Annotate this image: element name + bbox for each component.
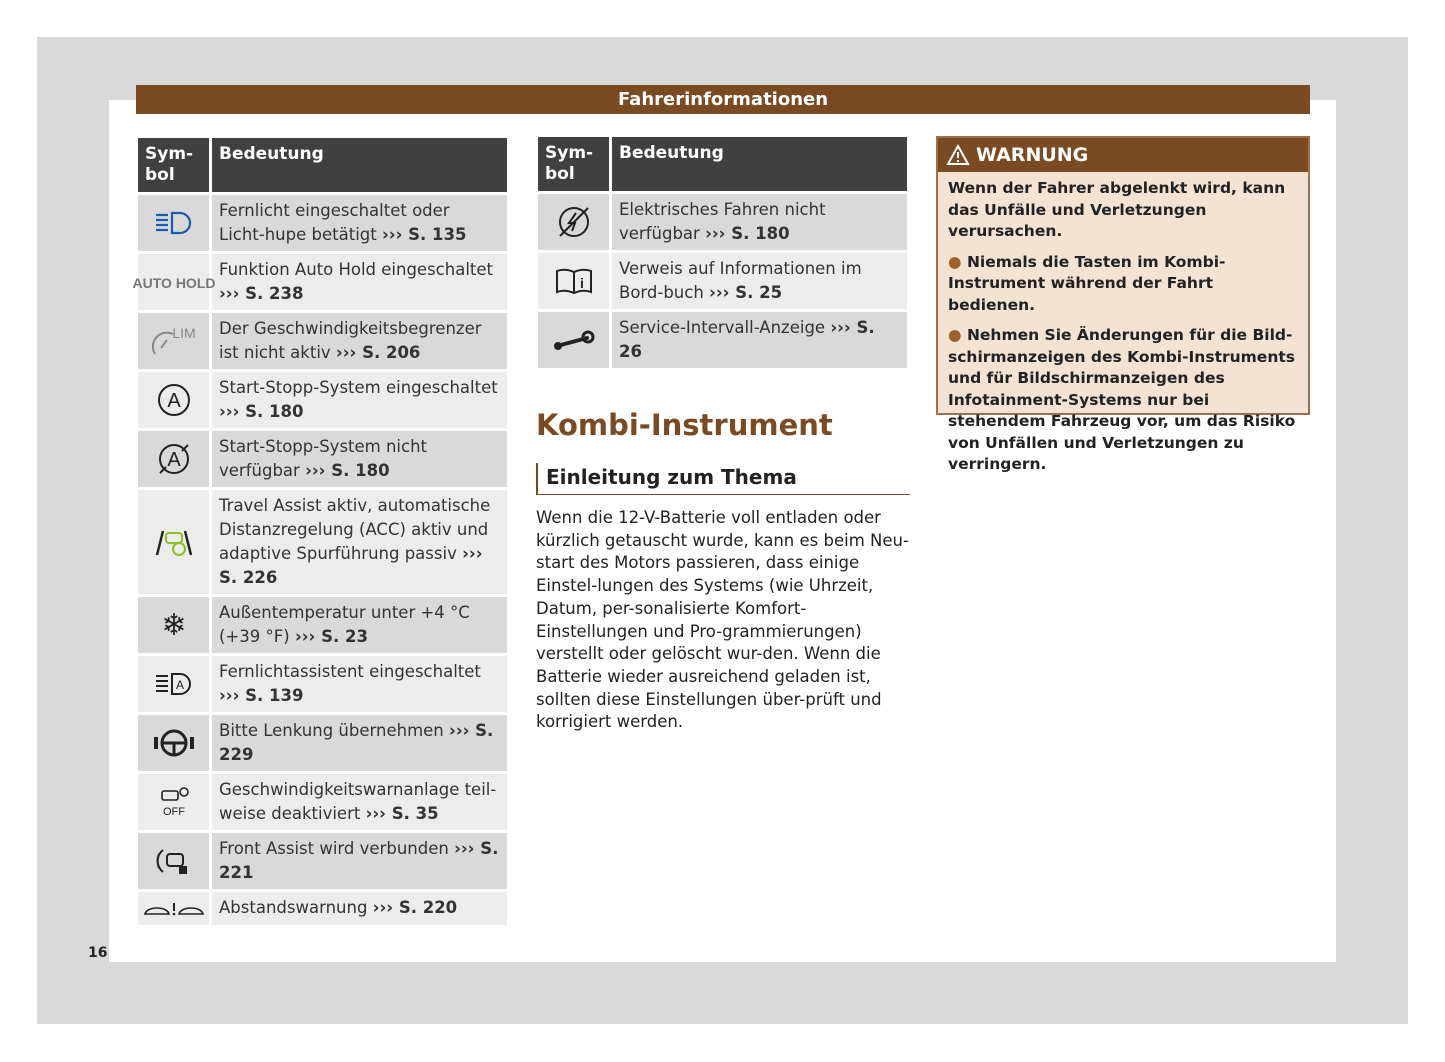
header-symbol: Sym- bol bbox=[138, 138, 209, 192]
page-reference-link[interactable]: ››› S. 25 bbox=[709, 283, 783, 302]
high-beam-icon bbox=[138, 195, 209, 251]
page-reference-link[interactable]: ››› S. 35 bbox=[365, 804, 439, 823]
table-row bbox=[138, 490, 507, 594]
page-reference-link[interactable]: ››› S. 23 bbox=[294, 627, 368, 646]
warning-bullet: ● Niemals die Tasten im Kombi-Instrument während der Fahrt bedienen. bbox=[948, 252, 1226, 314]
row-meaning: Service-Intervall-Anzeige ››› S. 26 bbox=[612, 312, 907, 368]
page-number: 16 bbox=[88, 945, 108, 961]
header-meaning: Bedeutung bbox=[212, 138, 507, 192]
symbol-table-left bbox=[132, 135, 510, 928]
row-meaning: Außentemperatur unter +4 °C (+39 °F) ››› S. 23 bbox=[212, 597, 507, 653]
start-stop-icon bbox=[138, 372, 209, 428]
page-reference-link[interactable]: ››› S. 180 bbox=[219, 402, 304, 421]
row-meaning: Travel Assist aktiv, automatische Distanzregelung (ACC) aktiv und adaptive Spurführung passiv ››› S. 226 bbox=[212, 490, 507, 594]
section-subtitle: Einleitung zum Thema bbox=[536, 463, 910, 495]
manual-info-icon bbox=[538, 253, 609, 309]
page-reference-link[interactable]: ››› S. 220 bbox=[372, 898, 458, 917]
warning-header bbox=[938, 138, 1308, 172]
speed-limiter-icon bbox=[138, 313, 209, 369]
svg-text:OFF: OFF bbox=[162, 806, 185, 818]
svg-text:A: A bbox=[166, 449, 181, 471]
front-assist-icon bbox=[138, 833, 209, 889]
table-row bbox=[138, 774, 507, 830]
row-meaning: Start-Stopp-System eingeschaltet ››› S. 180 bbox=[212, 372, 507, 428]
electric-driving-unavailable-icon bbox=[538, 194, 609, 250]
table-row bbox=[538, 194, 907, 250]
table-row bbox=[138, 372, 507, 428]
page-reference-link[interactable]: ››› S. 226 bbox=[219, 544, 483, 587]
page-reference-link[interactable]: ››› S. 206 bbox=[335, 343, 421, 362]
steering-wheel-icon bbox=[138, 715, 209, 771]
distance-warning-icon bbox=[138, 892, 209, 925]
auto-hold-icon bbox=[132, 254, 215, 310]
header-symbol: Sym- bol bbox=[538, 137, 609, 191]
page-reference-link[interactable]: ››› S. 26 bbox=[619, 318, 875, 361]
row-meaning: Geschwindigkeitswarnanlage teil-weise deaktiviert ››› S. 35 bbox=[212, 774, 507, 830]
speed-warning-off-icon bbox=[138, 774, 209, 830]
high-beam-assist-icon bbox=[138, 656, 209, 712]
page-reference-link[interactable]: ››› S. 180 bbox=[305, 461, 390, 480]
table-header bbox=[138, 138, 507, 192]
start-stop-unavailable-icon bbox=[138, 431, 209, 487]
page-reference-link[interactable]: ››› S. 221 bbox=[219, 839, 499, 882]
table-header bbox=[538, 137, 907, 191]
page-header: Fahrerinformationen bbox=[136, 85, 1310, 114]
warning-box bbox=[936, 136, 1310, 473]
table-row bbox=[138, 833, 507, 889]
row-meaning: Fernlichtassistent eingeschaltet ››› S. 139 bbox=[212, 656, 507, 712]
svg-text:AUTO HOLD: AUTO HOLD bbox=[132, 274, 215, 291]
wrench-icon bbox=[538, 312, 609, 368]
row-meaning: Der Geschwindigkeitsbegrenzer ist nicht aktiv ››› S. 206 bbox=[212, 313, 507, 369]
page-reference-link[interactable]: ››› S. 229 bbox=[219, 721, 494, 764]
table-row bbox=[138, 195, 507, 251]
table-row bbox=[138, 431, 507, 487]
row-meaning: Funktion Auto Hold eingeschaltet ››› S. 238 bbox=[212, 254, 507, 310]
svg-text:LIM: LIM bbox=[171, 325, 196, 341]
section-title: Kombi-Instrument bbox=[536, 408, 833, 442]
table-row bbox=[138, 715, 507, 771]
page-reference-link[interactable]: ››› S. 135 bbox=[381, 225, 467, 244]
travel-assist-icon bbox=[138, 490, 209, 594]
row-meaning: Start-Stopp-System nicht verfügbar ››› S. 180 bbox=[212, 431, 507, 487]
svg-text:A: A bbox=[166, 390, 181, 412]
table-row bbox=[138, 892, 507, 925]
page-reference-link[interactable]: ››› S. 180 bbox=[705, 224, 790, 243]
row-meaning: Fernlicht eingeschaltet oder Licht-hupe betätigt ››› S. 135 bbox=[212, 195, 507, 251]
table-row bbox=[138, 313, 507, 369]
warning-bullet: ● Nehmen Sie Änderungen für die Bild-schirmanzeigen des Kombi-Instruments und für Bildschirmanzeigen des Infotainment-Systems nur bei stehendem Fahrzeug vor, um das Risiko von Unfällen und Verletzungen zu verringern. bbox=[948, 326, 1296, 473]
row-meaning: Elektrisches Fahren nicht verfügbar ››› S. 180 bbox=[612, 194, 907, 250]
svg-text:A: A bbox=[175, 678, 184, 692]
page-reference-link[interactable]: ››› S. 139 bbox=[219, 686, 304, 705]
svg-text:❄: ❄ bbox=[160, 608, 187, 643]
symbol-table-right bbox=[535, 134, 910, 371]
row-meaning: Verweis auf Informationen im Bord-buch ››› S. 25 bbox=[612, 253, 907, 309]
warning-intro: Wenn der Fahrer abgelenkt wird, kann das Unfälle und Verletzungen verursachen. bbox=[948, 179, 1286, 240]
svg-text:i: i bbox=[579, 275, 584, 291]
warning-triangle-icon bbox=[946, 144, 970, 166]
row-meaning: Abstandswarnung ››› S. 220 bbox=[212, 892, 507, 925]
header-meaning: Bedeutung bbox=[612, 137, 907, 191]
table-row bbox=[538, 253, 907, 309]
snowflake-icon bbox=[138, 597, 209, 653]
table-row bbox=[138, 597, 507, 653]
row-meaning: Bitte Lenkung übernehmen ››› S. 229 bbox=[212, 715, 507, 771]
section-body: Wenn die 12-V-Batterie voll entladen oder kürzlich getauscht wurde, kann es beim Neu-start des Motors passieren, dass einige Einstel-lungen des Systems (wie Uhrzeit, Datum, per-sonalisierte Komfort-Einstellungen und Pro-grammierungen) verstellt oder gelöscht wur-den. Wenn die Batterie wieder ausreichend geladen ist, sollten diese Einstellungen über-prüft und korrigiert werden. bbox=[536, 508, 909, 732]
table-row bbox=[138, 254, 507, 310]
table-row bbox=[138, 656, 507, 712]
row-meaning: Front Assist wird verbunden ››› S. 221 bbox=[212, 833, 507, 889]
warning-title: WARNUNG bbox=[976, 144, 1089, 166]
table-row bbox=[538, 312, 907, 368]
page-reference-link[interactable]: ››› S. 238 bbox=[219, 284, 304, 303]
